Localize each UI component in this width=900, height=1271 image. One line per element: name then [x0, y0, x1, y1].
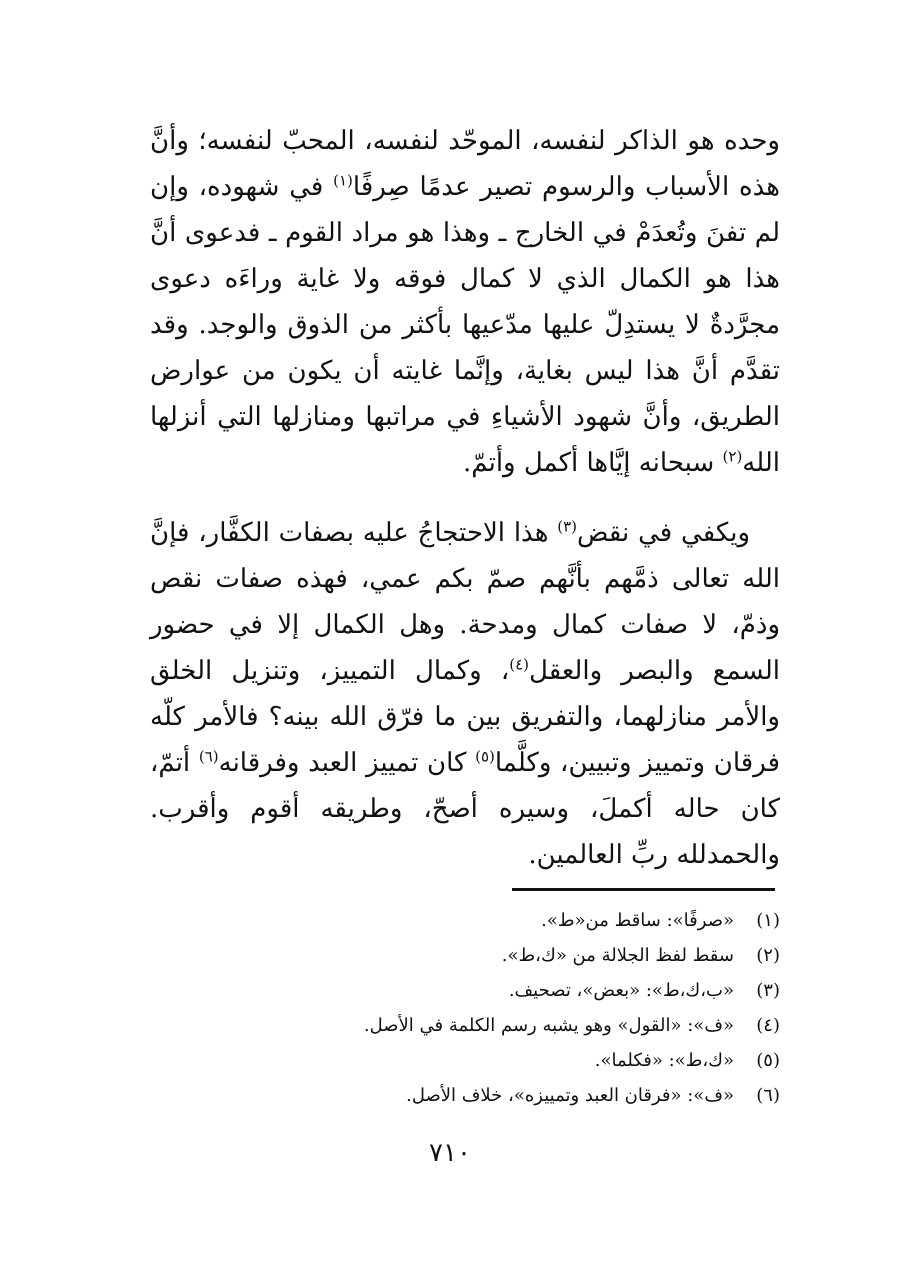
- footnote-number: (٤): [756, 1015, 780, 1036]
- footnote-ref-4[interactable]: (٤): [509, 655, 530, 674]
- footnote-number: (٦): [756, 1085, 780, 1106]
- paragraph-1-part-a: وحده هو الذاكر لنفسه، الموحّد لنفسه، المحبّ لنفسه؛ وأنَّ هذه الأسباب والرسوم تصير عدمًا صِرفًا: [150, 126, 780, 202]
- footnote-number: (٢): [756, 945, 780, 966]
- footnote-number: (١): [756, 910, 780, 931]
- footnote-item: [150, 1043, 780, 1078]
- footnote-ref-3[interactable]: (٣): [557, 517, 578, 536]
- footnote-item: [150, 973, 780, 1008]
- paragraph-2: [150, 510, 780, 878]
- footnote-text: «ف»: «القول» وهو يشبه رسم الكلمة في الأصل.: [363, 1015, 734, 1036]
- paragraph-1-part-b: في شهوده، وإن لم تفنَ وتُعدَمْ في الخارج ـ وهذا هو مراد القوم ـ فدعوى أنَّ هذا هو الكمال الذي لا كمال فوقه ولا غاية وراءَه دعوى مجرَّدةٌ لا يستدِلّ عليها مدّعيها بأكثر من الذوق والوجد. وقد تقدَّم أنَّ هذا ليس بغاية، وإنَّما غايته أن يكون من عوارض الطريق، وأنَّ شهود الأشياءِ في مراتبها ومنازلها التي أنزلها الله: [150, 172, 780, 478]
- footnote-text: «ك،ط»: «فكلما».: [594, 1050, 734, 1071]
- footnote-item: [150, 1008, 780, 1043]
- footnote-divider: [512, 888, 775, 891]
- footnote-number: (٥): [756, 1050, 780, 1071]
- paragraph-2-part-a: ويكفي في نقض: [577, 518, 751, 548]
- footnotes-list: [150, 903, 780, 1113]
- footnote-text: سقط لفظ الجلالة من «ك،ط».: [501, 945, 734, 966]
- paragraph-2-part-e: أتمّ، كان حاله أكملَ، وسيره أصحّ، وطريقه أقوم وأقرب. والحمدلله ربِّ العالمين.: [150, 748, 780, 870]
- footnote-item: [150, 938, 780, 973]
- footnote-text: «ف»: «فرقان العبد وتمييزه»، خلاف الأصل.: [406, 1085, 734, 1106]
- footnote-number: (٣): [756, 980, 780, 1001]
- paragraph-1-part-c: سبحانه إيَّاها أكمل وأتمّ.: [463, 448, 723, 478]
- footnote-text: «صرفًا»: ساقط من«ط».: [541, 910, 734, 931]
- footnote-ref-2[interactable]: (٢): [722, 447, 743, 466]
- paragraph-2-part-c: ، وكمال التمييز، وتنزيل الخلق والأمر منازلهما، والتفريق بين ما فرّق الله بينه؟ فالأمر كلّه فرقان وتمييز وتبيين، وكلَّما: [150, 656, 781, 778]
- paragraph-1: [150, 118, 780, 486]
- page-number: ٧١٠: [429, 1138, 471, 1168]
- paragraph-2-part-b: هذا الاحتجاجُ عليه بصفات الكفَّار، فإنَّ الله تعالى ذمَّهم بأنَّهم صمّ بكم عمي، فهذه صفات نقص وذمّ، لا صفات كمال ومدحة. وهل الكمال إلا في حضور السمع والبصر والعقل: [150, 518, 781, 686]
- footnote-item: [150, 1078, 780, 1113]
- footnote-ref-5[interactable]: (٥): [475, 747, 495, 766]
- footnote-text: «ب،ك،ط»: «بعض»، تصحيف.: [508, 980, 734, 1001]
- main-text: [150, 118, 780, 878]
- footnote-item: [150, 903, 780, 938]
- footnote-ref-6[interactable]: (٦): [198, 747, 219, 766]
- paragraph-2-part-d: كان تمييز العبد وفرقانه: [218, 748, 476, 778]
- footnote-ref-1[interactable]: (١): [333, 171, 353, 190]
